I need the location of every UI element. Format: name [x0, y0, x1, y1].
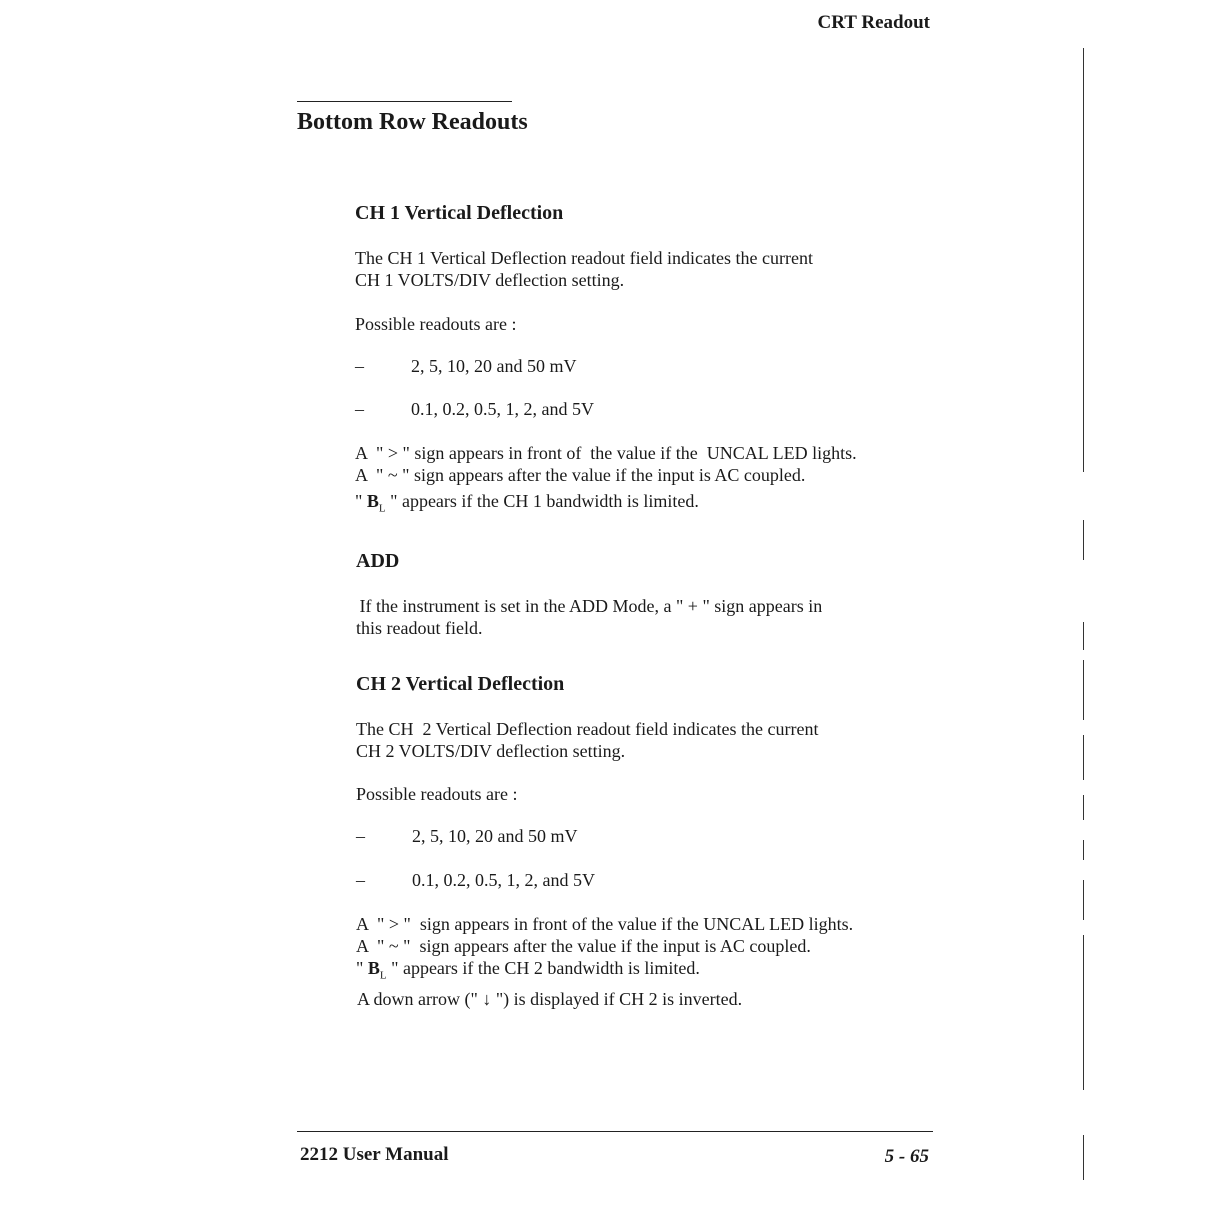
margin-bar-10: [1083, 1135, 1084, 1180]
ch1-note-bandwidth: " $B_L$ " appears if the CH 1 bandwidth is limited.: [355, 491, 699, 515]
ch2-possible-label: Possible readouts are :: [356, 784, 518, 804]
ch2-desc-line1: The CH 2 Vertical Deflection readout field indicates the current: [356, 719, 819, 739]
add-heading: ADD: [356, 550, 400, 572]
footer-manual-title: 2212 User Manual: [300, 1144, 449, 1165]
ch2-readout-2: 0.1, 0.2, 0.5, 1, 2, and 5V: [412, 870, 595, 890]
margin-bar-3: [1083, 622, 1084, 650]
margin-bar-8: [1083, 880, 1084, 920]
ch1-readout-2: 0.1, 0.2, 0.5, 1, 2, and 5V: [411, 399, 594, 419]
footer-rule: [297, 1131, 933, 1132]
ch2-note-uncal: A " > " sign appears in front of the value if the UNCAL LED lights.: [356, 914, 854, 934]
page-title: Bottom Row Readouts: [297, 109, 528, 135]
running-header: CRT Readout: [817, 12, 930, 33]
ch2-invert-note: A down arrow (" ↓ ") is displayed if CH 2 is inverted.: [357, 989, 743, 1009]
ch2-dash-1: –: [356, 826, 365, 846]
ch1-note-ac: A " ~ " sign appears after the value if the input is AC coupled.: [355, 465, 806, 485]
margin-bar-6: [1083, 795, 1084, 820]
ch1-heading: CH 1 Vertical Deflection: [355, 202, 564, 224]
add-desc-line2: this readout field.: [356, 618, 483, 638]
add-desc-line1: If the instrument is set in the ADD Mode, a " + " sign appears in: [355, 596, 823, 616]
margin-bar-4: [1083, 660, 1084, 720]
ch1-note-uncal: A " > " sign appears in front of the value if the UNCAL LED lights.: [355, 443, 857, 463]
ch1-dash-2: –: [355, 399, 364, 419]
ch2-readout-1: 2, 5, 10, 20 and 50 mV: [412, 826, 578, 846]
ch2-heading: CH 2 Vertical Deflection: [356, 673, 565, 695]
margin-bar-9: [1083, 935, 1084, 1090]
ch2-dash-2: –: [356, 870, 365, 890]
title-rule: [297, 101, 512, 102]
ch1-desc-line2: CH 1 VOLTS/DIV deflection setting.: [355, 270, 625, 290]
margin-bar-5: [1083, 735, 1084, 780]
footer-page-number: 5 - 65: [884, 1146, 929, 1167]
ch2-note-ac: A " ~ " sign appears after the value if the input is AC coupled.: [356, 936, 811, 956]
ch1-desc-line1: The CH 1 Vertical Deflection readout field indicates the current: [355, 248, 813, 268]
ch1-possible-label: Possible readouts are :: [355, 314, 517, 334]
margin-bar-2: [1083, 520, 1084, 560]
ch1-dash-1: –: [355, 356, 364, 376]
ch2-desc-line2: CH 2 VOLTS/DIV deflection setting.: [356, 741, 626, 761]
ch1-readout-1: 2, 5, 10, 20 and 50 mV: [411, 356, 577, 376]
margin-bar-7: [1083, 840, 1084, 860]
margin-bar-1: [1083, 48, 1084, 472]
ch2-note-bandwidth: " $B_L$ " appears if the CH 2 bandwidth is limited.: [356, 958, 700, 982]
